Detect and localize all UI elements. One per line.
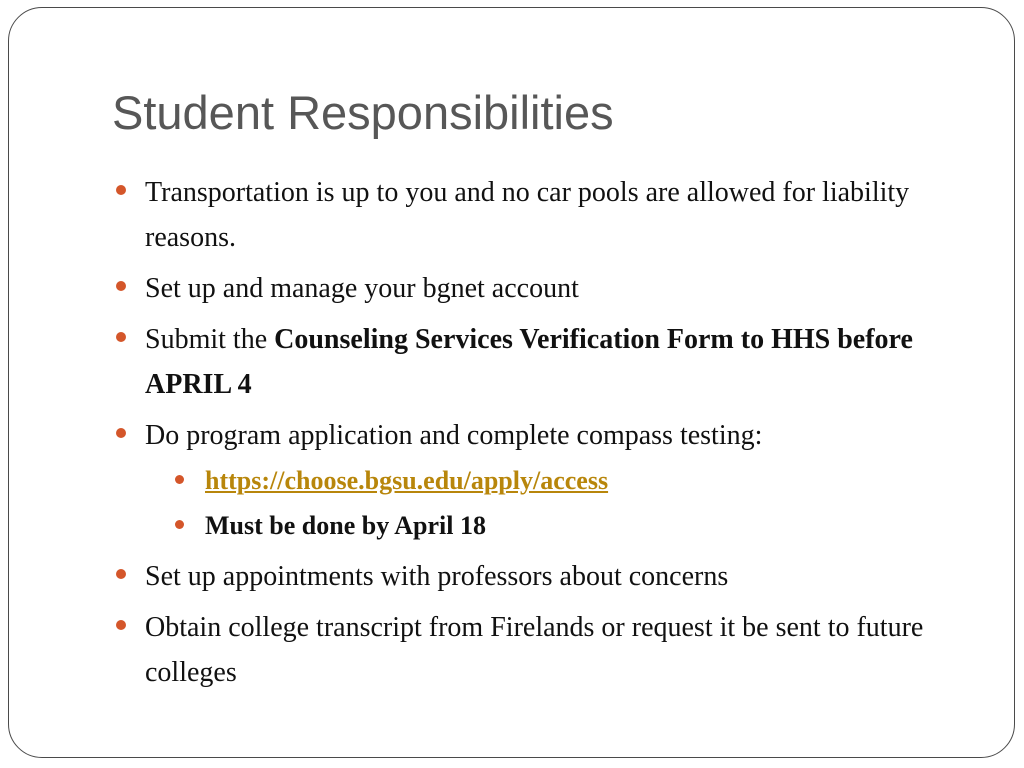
bullet-dot-icon: [116, 185, 126, 195]
bullet-text: Set up appointments with professors about concerns: [145, 561, 729, 592]
sub-bullet-list: [145, 458, 976, 548]
sub-bullet-dot-icon: [175, 520, 184, 529]
bullet-item-appointments: [116, 554, 976, 599]
slide-title: Student Responsibilities: [112, 86, 614, 139]
bullet-text: Transportation is up to you and no car pools are allowed for liability reasons.: [145, 177, 910, 253]
bullet-text: Set up and manage your bgnet account: [145, 273, 579, 304]
bullet-item-bgnet-account: [116, 266, 976, 311]
bullet-item-transcript: [116, 605, 976, 695]
bullet-item-verification-form: [116, 317, 976, 407]
bullet-text-bold: Counseling Services Verification Form to HHS before APRIL 4: [145, 324, 913, 400]
bullet-text-prefix: Submit the: [145, 324, 275, 355]
sub-bullet-item-deadline: [175, 503, 976, 548]
sub-bullet-dot-icon: [175, 475, 184, 484]
bullet-dot-icon: [116, 332, 126, 342]
sub-bullet-text: Must be done by April 18: [205, 511, 486, 540]
bullet-list: [116, 170, 976, 701]
bullet-dot-icon: [116, 281, 126, 291]
bullet-text: Obtain college transcript from Firelands or request it be sent to future colleges: [145, 612, 924, 688]
bullet-item-transportation: [116, 170, 976, 260]
bullet-dot-icon: [116, 620, 126, 630]
bullet-dot-icon: [116, 428, 126, 438]
sub-bullet-item-link: [175, 458, 976, 503]
bullet-item-program-application: [116, 413, 976, 548]
apply-access-link[interactable]: https://choose.bgsu.edu/apply/access: [205, 466, 609, 495]
bullet-dot-icon: [116, 569, 126, 579]
bullet-text: Do program application and complete compass testing:: [145, 420, 763, 451]
